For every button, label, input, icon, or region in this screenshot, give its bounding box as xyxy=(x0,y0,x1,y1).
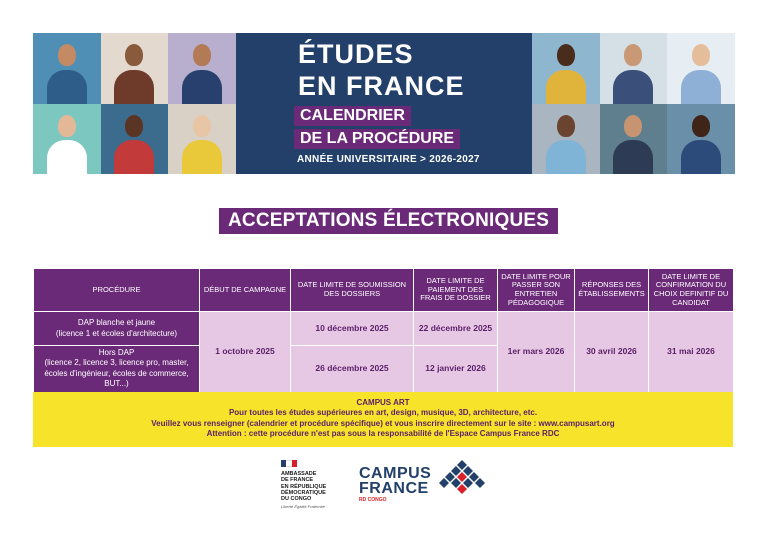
student-photo xyxy=(532,33,600,104)
procedure-name: Hors DAP xyxy=(98,348,135,357)
student-photo xyxy=(101,104,169,175)
student-photo xyxy=(532,104,600,175)
soumission-cell: 26 décembre 2025 xyxy=(291,346,414,393)
column-header-debut: DÉBUT DE CAMPAGNE xyxy=(200,269,291,312)
banner-procedure-pill: DE LA PROCÉDURE xyxy=(294,129,460,149)
campus-france-country: RD CONGO xyxy=(359,497,387,503)
campus-france-wordmark-line1: CAMPUS xyxy=(359,465,432,482)
ambassade-name: AMBASSADE DE FRANCE EN RÉPUBLIQUE DÉMOCRATIQUE DU CONGO xyxy=(281,471,327,503)
campus-france-wordmark-line2: FRANCE xyxy=(359,480,429,497)
photo-collage-right xyxy=(532,33,735,174)
campus-art-line: Attention : cette procédure n'est pas sous la responsabilité de l'Espace Campus France RDC xyxy=(206,429,560,439)
campus-france-diamond-icon xyxy=(432,460,492,498)
student-photo xyxy=(667,104,735,175)
column-header-soumission: DATE LIMITE DE SOUMISSION DES DOSSIERS xyxy=(291,269,414,312)
student-photo xyxy=(168,104,236,175)
column-header-confirmation: DATE LIMITE DE CONFIRMATION DU CHOIX DEFINITIF DU CANDIDAT xyxy=(649,269,734,312)
republic-motto: Liberté Égalité Fraternité xyxy=(281,503,325,509)
banner-title-line1: ÉTUDES xyxy=(298,39,414,69)
reponses-cell: 30 avril 2026 xyxy=(575,312,649,393)
column-header-reponses: RÉPONSES DES ÉTABLISSEMENTS xyxy=(575,269,649,312)
photo-collage-left xyxy=(33,33,236,174)
procedure-name: DAP blanche et jaune xyxy=(77,318,156,328)
table-row xyxy=(34,312,734,346)
procedure-cell-dap xyxy=(34,312,200,346)
entretien-cell: 1er mars 2026 xyxy=(498,312,575,393)
procedure-detail: (licence 2, licence 3, licence pro, master, écoles d'ingénieur, écoles de commerce, BUT...) xyxy=(44,358,189,389)
banner-calendrier-pill: CALENDRIER xyxy=(294,106,411,126)
ambassade-logo xyxy=(281,460,351,520)
confirmation-cell: 31 mai 2026 xyxy=(649,312,734,393)
debut-campagne-cell: 1 octobre 2025 xyxy=(200,312,291,393)
column-header-entretien: DATE LIMITE POUR PASSER SON ENTRETIEN PÉDAGOGIQUE xyxy=(498,269,575,312)
procedure-detail: (licence 1 et écoles d'architecture) xyxy=(55,328,178,338)
banner-title-line2: EN FRANCE xyxy=(298,71,465,101)
student-photo xyxy=(168,33,236,104)
student-photo xyxy=(600,33,668,104)
procedure-cell-hors-dap xyxy=(34,346,200,393)
paiement-cell: 12 janvier 2026 xyxy=(414,346,498,393)
title-block xyxy=(236,33,532,174)
student-photo xyxy=(600,104,668,175)
student-photo xyxy=(33,104,101,175)
french-flag-icon xyxy=(281,460,297,467)
section-title: ACCEPTATIONS ÉLECTRONIQUES xyxy=(219,208,558,234)
header-banner xyxy=(33,33,735,174)
column-header-procedure: PROCÉDURE xyxy=(34,269,200,312)
campus-france-logo xyxy=(359,466,431,503)
student-photo xyxy=(33,33,101,104)
banner-academic-year: ANNÉE UNIVERSITAIRE > 2026-2027 xyxy=(297,154,480,165)
column-header-paiement: DATE LIMITE DE PAIEMENT DES FRAIS DE DOSSIER xyxy=(414,269,498,312)
campus-art-line: Veuillez vous renseigner (calendrier et procédure spécifique) et vous inscrire directement sur le site : www.campusart.org xyxy=(151,418,615,428)
table-header-row xyxy=(34,269,734,312)
student-photo xyxy=(101,33,169,104)
procedure-calendar-table xyxy=(33,268,734,393)
campus-art-title: CAMPUS ART xyxy=(356,398,410,407)
soumission-cell: 10 décembre 2025 xyxy=(291,312,414,346)
student-photo xyxy=(667,33,735,104)
campus-art-notice xyxy=(33,392,733,447)
paiement-cell: 22 décembre 2025 xyxy=(414,312,498,346)
campus-art-line: Pour toutes les études supérieures en art, design, musique, 3D, architecture, etc. xyxy=(228,408,538,418)
